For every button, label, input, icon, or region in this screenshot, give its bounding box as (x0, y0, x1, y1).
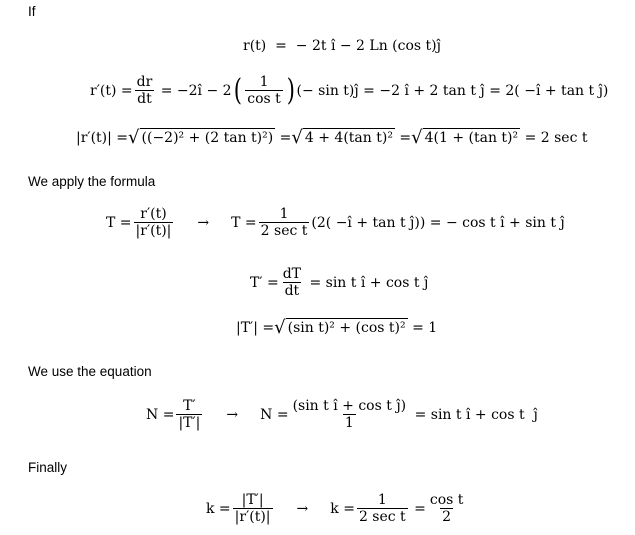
eq7-lhs: N = (146, 406, 175, 423)
eq8-fraction-2: $\frac{1}{\text{2 sec t}}$ (358, 492, 406, 525)
eq8-eq: = (409, 500, 426, 517)
equation-tangent-derivative (250, 266, 428, 299)
eq8-fraction-1: $\frac{|T'|}{|r'(t)|}$ (234, 492, 271, 525)
eq3-mid2: = (394, 130, 412, 146)
eq2-part2: (− sin t)ĵ = −2 î + 2 tan t ĵ = 2( −î + tan t ĵ) (296, 82, 609, 99)
eq1-text: r(t) = − 2t î − 2 Ln (cos t)ĵ (243, 38, 441, 54)
eq2-paren-close: ) (286, 72, 295, 108)
eq4-fraction-1: $\frac{r'(t)}{|r'(t)|}$ (135, 206, 172, 239)
eq3-lhs: |r′(t)| = (76, 130, 129, 146)
equation-position-vector (243, 38, 441, 54)
eq7-rhs: = sin t î + cos t ĵ (410, 406, 538, 423)
eq4-lhs2: T = (231, 214, 257, 231)
eq7-fraction-2: $\frac{\text{(sin t î + cos t ĵ)}}{1}$ (292, 398, 407, 431)
eq2-fraction-1-cos (245, 74, 283, 107)
eq7-arrow: → (226, 406, 239, 423)
eq8-arrow: → (296, 500, 309, 517)
eq2-lhs: r′(t) = (90, 82, 133, 99)
eq3-sqrt-2: √ 4 + 4(tan t)² (291, 127, 393, 148)
eq2-fraction-dr-dt (135, 74, 155, 107)
eq4-arrow: → (197, 214, 210, 231)
eq5-fraction: $\frac{dT}{dt}$ (282, 266, 302, 299)
equation-magnitude (76, 128, 588, 148)
label-finally: Finally (28, 460, 68, 475)
eq3-sqrt-1: √ ((−2)² + (2 tan t)²) (128, 127, 274, 148)
eq6-rhs: = 1 (407, 320, 438, 336)
eq8-lhs: k = (206, 500, 231, 517)
eq2-d-num: dr (136, 74, 153, 90)
label-apply-formula: We apply the formula (28, 174, 156, 189)
label-if: If (28, 4, 36, 19)
equation-tangent-magnitude (236, 318, 437, 338)
eq2-f-den: cos t (247, 91, 281, 107)
equation-unit-tangent (106, 206, 565, 239)
eq4-rhs: (2( −î + tan t ĵ)) = − cos t î + sin t ĵ (311, 214, 565, 231)
eq2-paren-open: ( (233, 72, 242, 108)
eq2-part1: = −2î − 2 (156, 82, 232, 99)
eq3-rhs: = 2 sec t (520, 130, 588, 146)
equation-derivative (90, 74, 608, 107)
eq2-d-den: dt (137, 91, 152, 107)
eq4-lhs: T = (106, 214, 132, 231)
equation-unit-normal (146, 398, 538, 431)
eq8-fraction-3: $\frac{\text{cos t}}{2}$ (429, 492, 464, 525)
eq8-lhs2: k = (330, 500, 355, 517)
eq7-lhs2: N = (260, 406, 289, 423)
equation-curvature (206, 492, 467, 525)
eq6-lhs: |T′| = (236, 320, 275, 336)
eq3-sqrt-3: √ 4(1 + (tan t)² (411, 127, 519, 148)
eq6-sqrt: √ (sin t)² + (cos t)² (274, 317, 406, 338)
eq3-mid: = (275, 130, 292, 146)
label-use-equation: We use the equation (28, 364, 152, 379)
eq2-f-num: 1 (259, 74, 269, 90)
eq5-rhs: = sin t î + cos t ĵ (305, 274, 429, 291)
eq7-fraction-1: $\frac{T'}{|T'|}$ (178, 398, 201, 431)
eq4-fraction-2: $\frac{1}{\text{2 sec t}}$ (260, 206, 308, 239)
eq5-lhs: T′ = (250, 274, 279, 291)
